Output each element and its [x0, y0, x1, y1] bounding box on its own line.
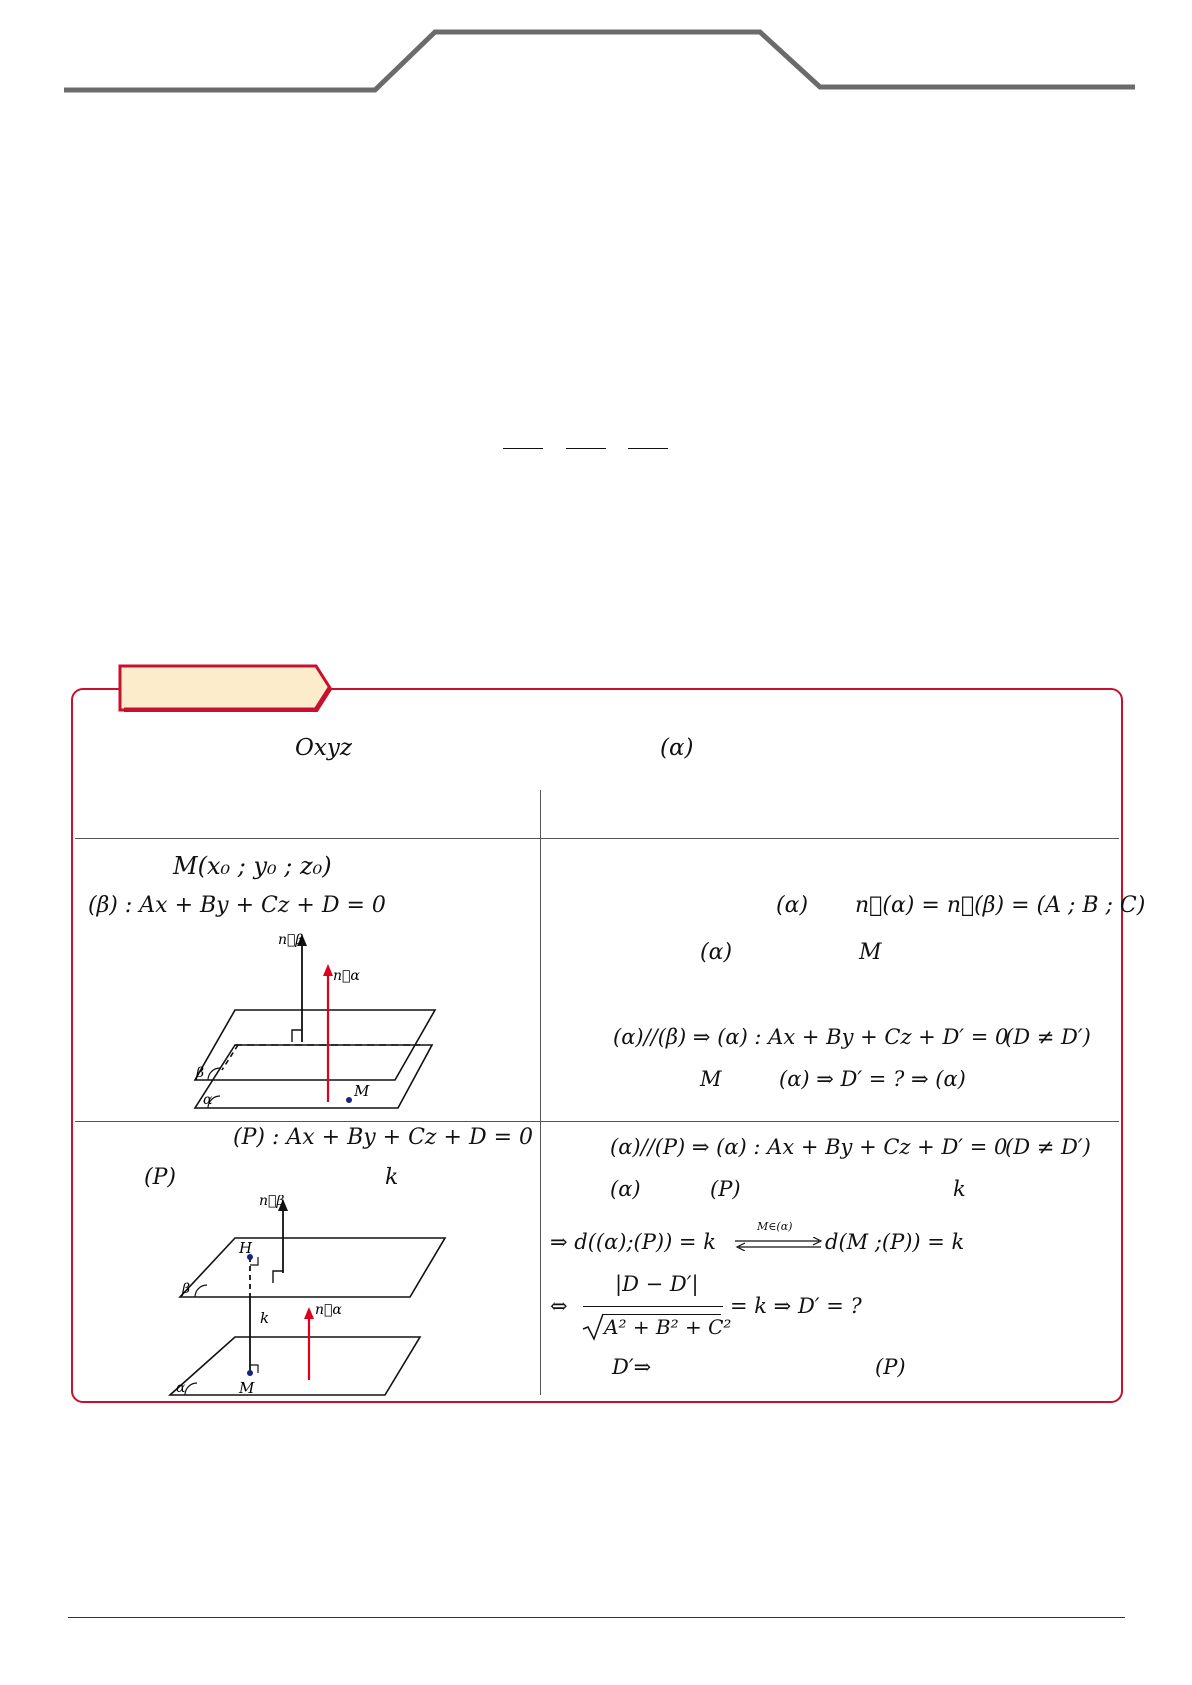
- row2-right-line2-alpha: (α): [610, 1177, 641, 1201]
- header-rule: [0, 0, 1192, 100]
- row1-right-line2-plane: (α): [700, 940, 733, 965]
- row2-plane-P: (P) : Ax + By + Cz + D = 0: [233, 1125, 533, 1150]
- row2-right-line1: (α)//(P) ⇒ (α) : Ax + By + Cz + D′ = 0: [610, 1135, 1008, 1159]
- row2-right-line2-P: (P): [710, 1177, 741, 1201]
- fraction-bar-1: [503, 448, 543, 449]
- row2-right-line5-left: D′⇒: [612, 1355, 652, 1379]
- section-tag: [118, 664, 332, 712]
- row2-right-line1-cond: (D ≠ D′): [1005, 1135, 1091, 1159]
- row2-diagram-nalpha-label: n⃗α: [315, 1302, 342, 1318]
- row2-right-line4-rest: = k ⇒ D′ = ?: [730, 1294, 862, 1318]
- row1-right-line3: (α)//(β) ⇒ (α) : Ax + By + Cz + D′ = 0: [613, 1025, 1009, 1049]
- row2-k-label: k: [385, 1165, 399, 1190]
- row2-diagram-nbeta-label: n⃗β: [259, 1195, 285, 1209]
- row1-point-M: M(x₀ ; y₀ ; z₀): [173, 852, 332, 880]
- row2-P-label: (P): [144, 1165, 176, 1190]
- row1-diagram-alpha-label: α: [203, 1092, 213, 1108]
- row2-right-line4-fraction-bar: [583, 1306, 723, 1307]
- row1-right-line4-rest: (α) ⇒ D′ = ? ⇒ (α): [779, 1067, 966, 1091]
- row2-right-line2-k: k: [953, 1177, 966, 1201]
- row1-diagram-nbeta-label: n⃗β: [278, 932, 304, 948]
- row2-right-line3-arrow-label: M∈(α): [757, 1220, 793, 1233]
- row2-right-line4-prefix: ⇔: [550, 1294, 568, 1318]
- row2-right-line3-right: d(M ;(P)) = k: [825, 1230, 965, 1254]
- row2-diagram-alpha-label: α: [176, 1380, 186, 1396]
- row2-right-line4-denominator: A² + B² + C²: [604, 1315, 732, 1339]
- fraction-bar-3: [628, 448, 668, 449]
- row1-right-line1-plane: (α): [776, 893, 809, 918]
- table-header-rule: [75, 838, 1119, 839]
- row2-right-line4-sqrt-sign: [581, 1313, 605, 1341]
- row2-right-line5-P: (P): [875, 1355, 906, 1379]
- row1-right-line1-normal: n⃗(α) = n⃗(β) = (A ; B ; C): [855, 893, 1146, 918]
- row2-right-line3-left: ⇒ d((α);(P)) = k: [550, 1230, 716, 1254]
- table-column-divider: [540, 790, 541, 1395]
- row2-right-line3-arrow: [733, 1237, 825, 1251]
- row2-right-line4-numerator: |D − D′|: [615, 1272, 699, 1296]
- intro-plane: (α): [660, 735, 694, 761]
- table-row-rule: [75, 1121, 1119, 1122]
- row1-plane-beta: (β) : Ax + By + Cz + D = 0: [88, 893, 386, 918]
- footer-rule: [68, 1617, 1125, 1618]
- row2-diagram-k-label: k: [260, 1309, 270, 1327]
- row1-diagram-M-label: M: [354, 1082, 370, 1100]
- row2-diagram-H-label: H: [239, 1239, 253, 1257]
- row2-diagram-M-label: M: [239, 1379, 255, 1397]
- row1-right-line3-cond: (D ≠ D′): [1005, 1025, 1091, 1049]
- intro-coord-system: Oxyz: [295, 735, 352, 761]
- row2-distance-planes-diagram: [165, 1195, 455, 1400]
- fraction-bar-2: [566, 448, 606, 449]
- row2-diagram-beta-label: β: [182, 1281, 191, 1297]
- row1-diagram-nalpha-label: n⃗α: [333, 968, 360, 984]
- row1-diagram-beta-label: β: [196, 1065, 205, 1081]
- row1-right-line4-point: M: [700, 1067, 722, 1091]
- row1-parallel-planes-diagram: [180, 930, 450, 1110]
- row1-right-line2-point: M: [859, 940, 882, 965]
